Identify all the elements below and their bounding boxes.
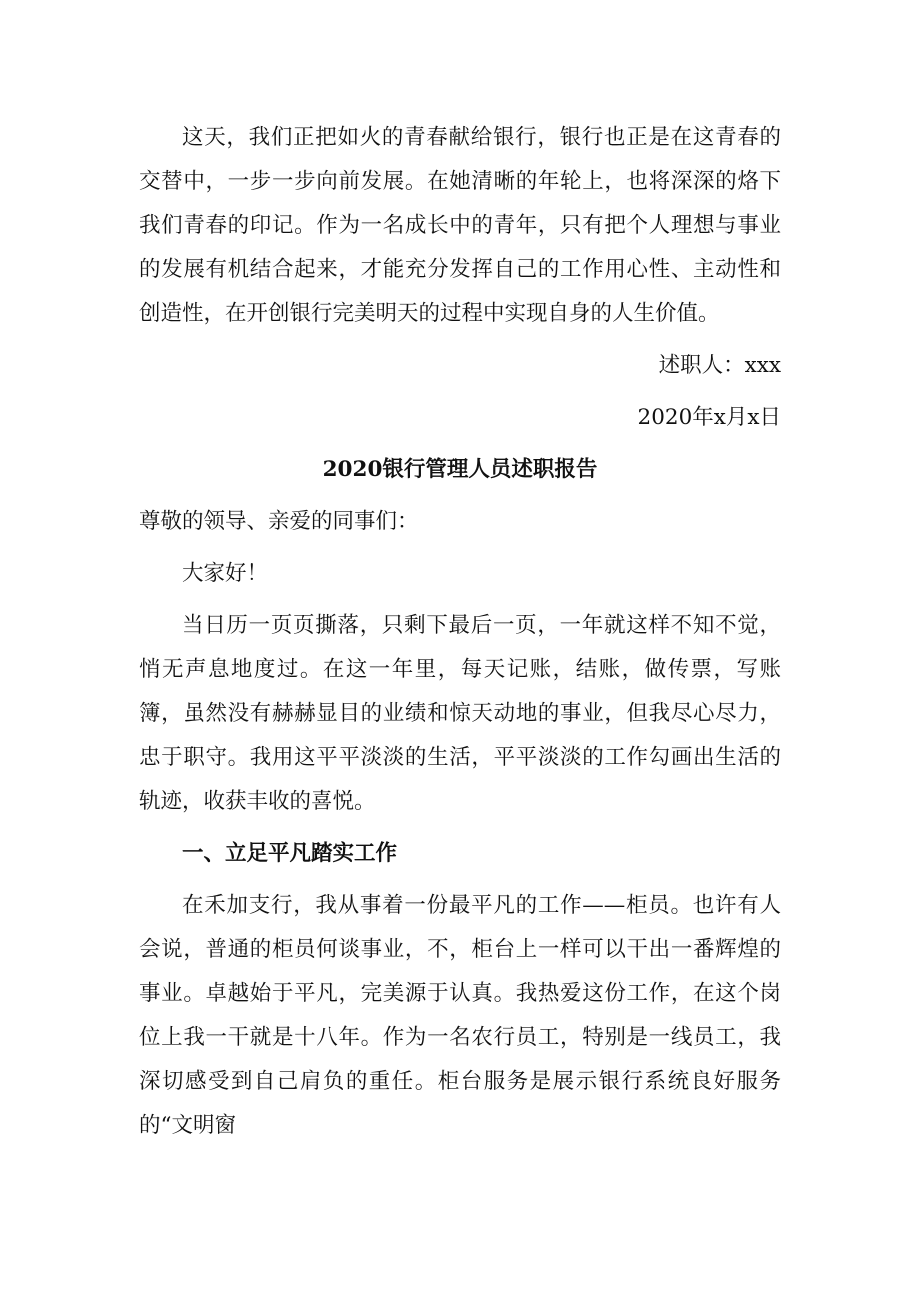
document-body bbox=[139, 116, 781, 1148]
year-summary-paragraph: 当日历一页页撕落，只剩下最后一页，一年就这样不知不觉，悄无声息地度过。在这一年里，每天记账，结账，做传票，写账簿，虽然没有赫赫显目的业绩和惊天动地的事业，但我尽心尽力，忠于职守。我用这平平淡淡的生活，平平淡淡的工作勾画出生活的轨迹，收获丰收的喜悦。 bbox=[139, 613, 781, 814]
section-1-paragraph: 在禾加支行，我从事着一份最平凡的工作——柜员。也许有人会说，普通的柜员何谈事业，不，柜台上一样可以干出一番辉煌的事业。卓越始于平凡，完美源于认真。我热爱这份工作，在这个岗位上我一干就是十八年。作为一名农行员工，特别是一线员工，我深切感受到自己肩负的重任。柜台服务是展示银行系统良好服务的“文明窗 bbox=[139, 893, 781, 1138]
greeting: 大家好！ bbox=[182, 561, 269, 586]
salutation: 尊敬的领导、亲爱的同事们： bbox=[139, 509, 419, 534]
section-heading-1: 一、立足平凡踏实工作 bbox=[182, 841, 398, 866]
document-title: 2020银行管理人员述职报告 bbox=[322, 457, 598, 482]
intro-paragraph: 这天，我们正把如火的青春献给银行，银行也正是在这青春的交替中，一步一步向前发展。在她清晰的年轮上，也将深深的烙下我们青春的印记。作为一名成长中的青年，只有把个人理想与事业的发展有机结合起来，才能充分发挥自己的工作用心性、主动性和创造性，在开创银行完美明天的过程中实现自身的人生价值。 bbox=[139, 125, 781, 326]
signature-line: 述职人：xxx bbox=[658, 353, 781, 378]
date-line: 2020年x月x日 bbox=[637, 405, 781, 430]
